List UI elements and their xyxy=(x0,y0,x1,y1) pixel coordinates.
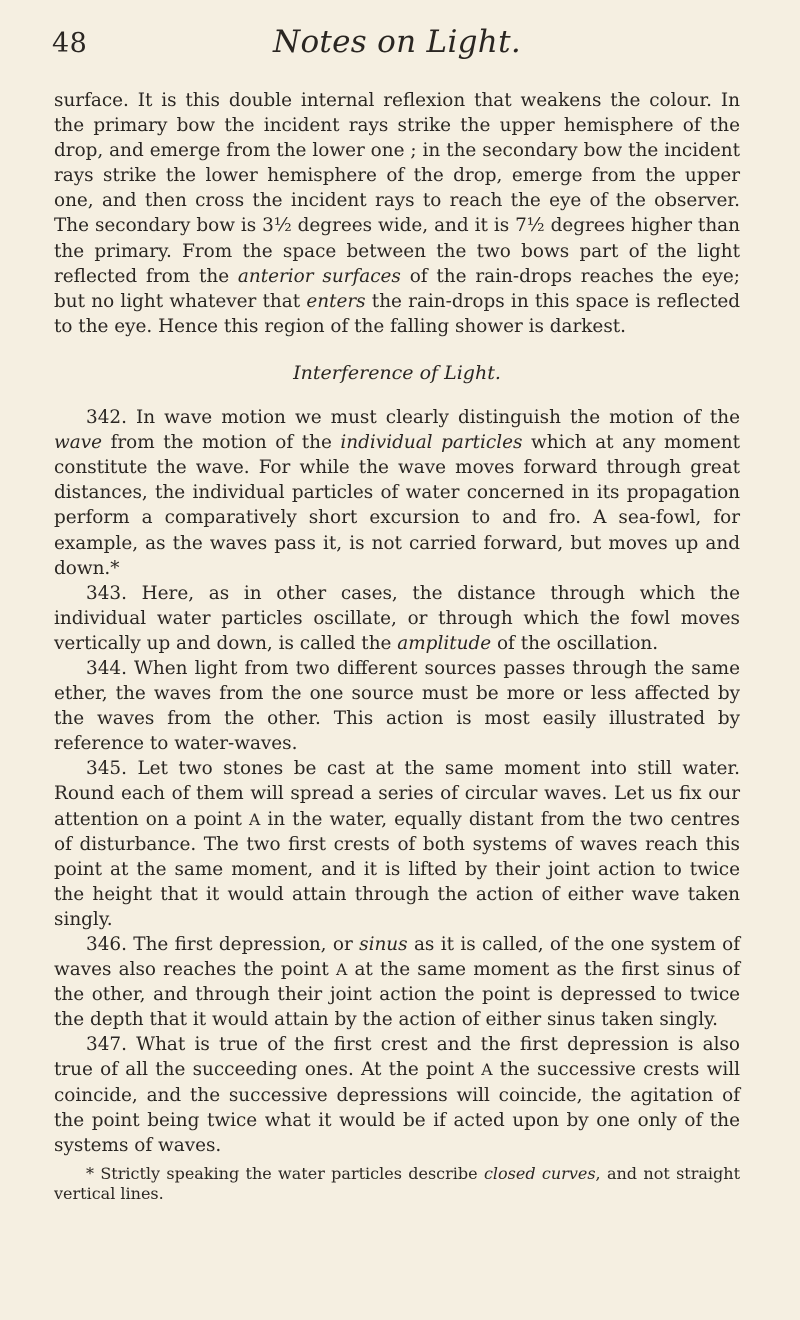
paragraph-345: 345. Let two stones be cast at the same moment into still water. Round each of them will spread a series of circular waves. Let us fix our attention on a point A in the water, equally distant from the two centres of disturbance. The two first crests of both systems of waves reach this point at the same moment, and it is lifted by their joint action to twice the height that it would attain through the action of either wave taken singly. xyxy=(54,758,740,930)
paragraph-343: 343. Here, as in other cases, the distance through which the individual water particles oscillate, or through which the fowl moves vertically up and down, is called the amplitude of the oscillation. xyxy=(54,582,740,654)
footnote: * Strictly speaking the water particles describe closed curves, and not straight vertical lines. xyxy=(54,1163,741,1203)
running-title: Notes on Light. xyxy=(273,24,521,60)
paragraph-continuation: surface. It is this double internal reflexion that weakens the colour. In the primary bow the incident rays strike the upper hemisphere of the drop, and emerge from the lower one ; in the secondary bow the incident rays strike the lower hemisphere of the drop, emerge from the upper one, and then cross the incident rays to reach the eye of the observer. The secondary bow is 3½ degrees wide, and it is 7½ degrees higher than the primary. From the space between the two bows part of the light reflected from the anterior surfaces of the rain-drops reaches the eye; but no light whatever that enters the rain-drops in this space is reflected to the eye. Hence this region of the falling shower is darkest. xyxy=(54,90,741,337)
page-number: 48 xyxy=(52,28,88,59)
page-header xyxy=(52,24,742,64)
paragraph-346: 346. The first depression, or sinus as it is called, of the one system of waves also reaches the point A at the same moment as the first sinus of the other, and through their joint action the point is depressed to twice the depth that it would attain by the action of either sinus taken singly. xyxy=(54,934,741,1031)
section-heading: Interference of Light. xyxy=(293,361,501,384)
paragraph-342: 342. In wave motion we must clearly distinguish the motion of the wave from the motion of the individual particles which at any moment constitute the wave. For while the wave moves forward through great distances, the individual particles of water concerned in its propagation perform a comparatively short excursion to and fro. A sea-fowl, for example, as the waves pass it, is not carried forward, but moves up and down.* xyxy=(54,407,741,579)
paragraph-347: 347. What is true of the first crest and the first depression is also true of all the succeeding ones. At the point A the successive crests will coincide, and the successive depressions will coincide, the agitation of the point being twice what it would be if acted upon by one only of the systems of waves. xyxy=(54,1034,740,1156)
fraction-3-half: 3½ xyxy=(262,215,292,237)
paragraph-344: 344. When light from two different sources passes through the same ether, the waves from the one source must be more or less affected by the waves from the other. This action is most easily illustrated by reference to water-waves. xyxy=(54,657,740,755)
page-body xyxy=(54,88,740,1204)
fraction-7-half: 7½ xyxy=(515,215,545,237)
